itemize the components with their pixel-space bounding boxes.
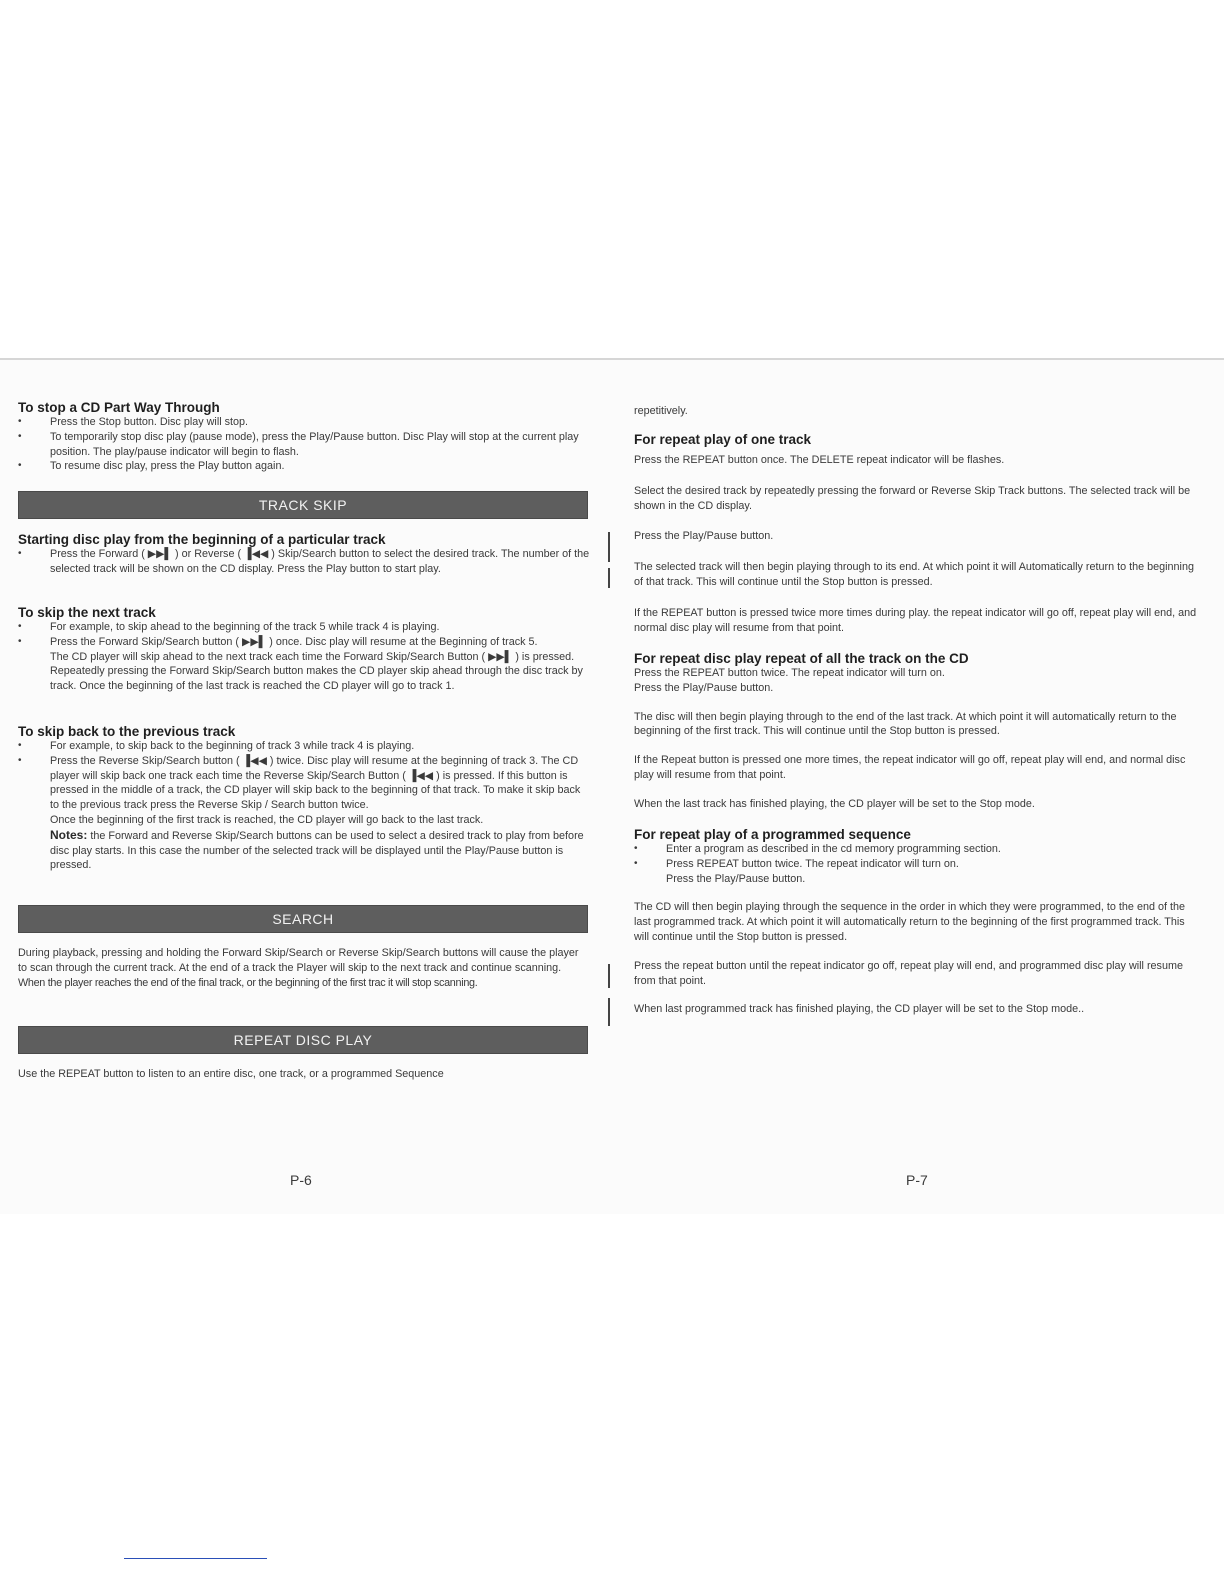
repeat-programmed-section xyxy=(634,827,1202,1017)
all-p1: Press the REPEAT button twice. The repeat indicator will turn on. xyxy=(634,667,945,679)
skip-next-paragraph: The CD player will skip ahead to the next track each time the Forward Skip/Search Button ( ▶▶▌ ) is pressed. Repeatedly pressing the Forward Skip/Search button makes the CD player skip ahead through the disc track by track. Once the beginning of the last track is reached the CD player will go to track 1. xyxy=(50,650,583,693)
programmed-bullet-1: • Enter a program as described in the cd memory programming section. xyxy=(634,842,1202,857)
repeat-programmed-heading: For repeat play of a programmed sequence xyxy=(634,827,911,842)
all-p5: When the last track has finished playing, the CD player will be set to the Stop mode. xyxy=(634,797,1035,810)
search-paragraph-2: When the player reaches the end of the final track, or the beginning of the first trac it will stop scanning. xyxy=(18,976,478,989)
programmed-p3: When last programmed track has finished playing, the CD player will be set to the Stop mode.. xyxy=(634,1003,1085,1016)
skip-back-paragraph: Once the beginning of the first track is reached, the CD player will go back to the last track. xyxy=(50,813,484,826)
one-track-p5: If the REPEAT button is pressed twice more times during play. the repeat indicator will go off, repeat play will end, and normal disc play will resume from that point. xyxy=(634,606,1197,634)
search-paragraph-1: During playback, pressing and holding the Forward Skip/Search or Reverse Skip/Search buttons will cause the player to scan through the current track. At the end of a track the Player will skip to the next track and continue scanning. xyxy=(18,947,579,974)
one-track-p4: The selected track will then begin playing through to its end. At which point it will Automatically return to the beginning of that track. This will continue until the Stop button is pressed. xyxy=(634,561,1194,588)
skip-back-heading: To skip back to the previous track xyxy=(18,724,236,739)
binding-mark xyxy=(608,964,610,988)
search-banner: SEARCH xyxy=(18,905,588,933)
skip-back-section xyxy=(18,724,590,873)
continued-text xyxy=(634,404,1202,419)
repeat-intro-text: Use the REPEAT button to listen to an entire disc, one track, or a programmed Sequence xyxy=(18,1068,444,1080)
all-p3: The disc will then begin playing through to the end of the last track. At which point it will automatically return to the beginning of the first track. This will continue until the Stop button is pressed. xyxy=(634,710,1177,738)
stop-bullet-1: • Press the Stop button. Disc play will stop. xyxy=(18,415,590,430)
footer-rule xyxy=(124,1558,267,1559)
track-skip-banner: TRACK SKIP xyxy=(18,491,588,519)
notes-text: the Forward and Reverse Skip/Search buttons can be used to select a desired track to play from before disc play starts. In this case the number of the selected track will be displayed until the Play/Pause button is pressed. xyxy=(50,829,584,872)
starting-section xyxy=(18,532,590,577)
binding-mark xyxy=(608,568,610,588)
all-p4: If the Repeat button is pressed one more times, the repeat indicator will go off, repeat play will end, and normal disc play will resume from that point. xyxy=(634,754,1186,781)
stop-bullet-3: • To resume disc play, press the Play button again. xyxy=(18,459,590,474)
starting-bullet: • Press the Forward ( ▶▶▌ ) or Reverse ( ▐◀◀ ) Skip/Search button to select the desired track. The number of the selected track will be shown on the CD display. Press the Play button to start play. xyxy=(18,547,590,577)
programmed-p2: Press the repeat button until the repeat indicator go off, repeat play will end, and programmed disc play will resume from that point. xyxy=(634,959,1183,987)
repeat-one-track-heading: For repeat play of one track xyxy=(634,432,812,447)
repeat-all-section xyxy=(634,651,1202,812)
skip-next-heading: To skip the next track xyxy=(18,605,156,620)
programmed-p1: The CD will then begin playing through the sequence in the order in which they were programmed, to the end of the last programmed track. At which point it will automatically return to the beginning of the first programmed track. This will continue until the Stop button is pressed. xyxy=(634,901,1185,943)
starting-heading: Starting disc play from the beginning of a particular track xyxy=(18,532,386,547)
continued-line: repetitively. xyxy=(634,405,688,417)
page-number-right: P-7 xyxy=(906,1172,928,1188)
one-track-p3: Press the Play/Pause button. xyxy=(634,530,774,543)
binding-mark xyxy=(608,532,610,562)
manual-spread xyxy=(0,358,1224,1214)
repeat-all-heading: For repeat disc play repeat of all the track on the CD xyxy=(634,651,969,666)
all-p2: Press the Play/Pause button. xyxy=(634,681,774,694)
search-section xyxy=(18,946,590,990)
repeat-one-track-section xyxy=(634,432,1202,635)
programmed-bullet-2: • Press REPEAT button twice. The repeat indicator will turn on. xyxy=(634,857,1202,872)
skip-next-section xyxy=(18,605,590,694)
page-number-left: P-6 xyxy=(290,1172,312,1188)
notes-label: Notes: xyxy=(50,827,88,842)
stop-bullet-2: • To temporarily stop disc play (pause mode), press the Play/Pause button. Disc Play will stop at the current play position. The play/pause indicator will begin to flash. xyxy=(18,430,590,460)
skip-back-bullet-1: • For example, to skip back to the beginning of track 3 while track 4 is playing. xyxy=(18,739,590,754)
stop-section xyxy=(18,400,590,474)
binding-mark xyxy=(608,998,610,1026)
skip-next-bullet-1: • For example, to skip ahead to the beginning of the track 5 while track 4 is playing. xyxy=(18,620,590,635)
one-track-p1: Press the REPEAT button once. The DELETE repeat indicator will be flashes. xyxy=(634,454,1005,466)
notes xyxy=(18,828,590,873)
one-track-p2: Select the desired track by repeatedly pressing the forward or Reverse Skip Track buttons. The selected track will be shown in the CD display. xyxy=(634,484,1191,512)
repeat-disc-play-banner: REPEAT DISC PLAY xyxy=(18,1026,588,1054)
skip-next-bullet-2: • Press the Forward Skip/Search button ( ▶▶▌ ) once. Disc play will resume at the Beginning of track 5. xyxy=(18,635,590,650)
programmed-indent: Press the Play/Pause button. xyxy=(666,872,806,885)
stop-heading: To stop a CD Part Way Through xyxy=(18,400,220,415)
repeat-intro xyxy=(18,1067,590,1082)
skip-back-bullet-2: • Press the Reverse Skip/Search button ( ▐◀◀ ) twice. Disc play will resume at the beginning of track 3. The CD player will skip back one track each time the Reverse Skip/Search Button ( ▐◀◀ ) is pressed. If this button is pressed in the middle of a track, the CD player will skip back to the beginning of that track. To make it skip back to the previous track press the Reverse Skip / Search button twice. xyxy=(18,754,590,813)
